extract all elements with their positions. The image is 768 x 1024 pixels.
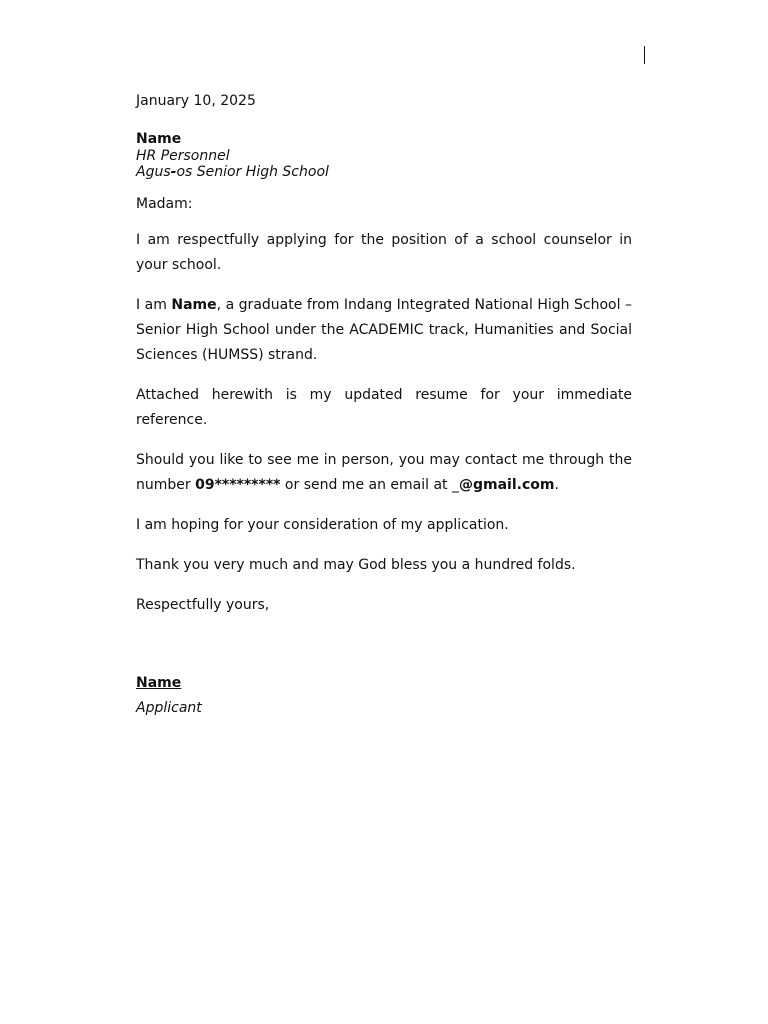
recipient-school-part1: Agus xyxy=(136,164,171,180)
contact-middle: or send me an email at _ xyxy=(280,476,459,493)
salutation: Madam: xyxy=(136,195,193,212)
intro-rest: , a graduate from Indang Integrated National High School – Senior High School under the ACADEMIC track, Humanities and Social Sciences (HUMSS) strand. xyxy=(136,296,633,363)
paragraph-contact xyxy=(136,448,632,498)
intro-name: Name xyxy=(171,296,217,313)
paragraph-hope: I am hoping for your consideration of my application. xyxy=(136,516,509,533)
signature-role: Applicant xyxy=(136,699,202,716)
contact-suffix: . xyxy=(554,476,559,493)
intro-prefix: I am xyxy=(136,296,172,313)
recipient-school-dash: - xyxy=(170,164,177,180)
paragraph-thanks: Thank you very much and may God bless you a hundred folds. xyxy=(136,556,576,573)
paragraph-attachment: Attached herewith is my updated resume for your immediate reference. xyxy=(136,386,632,428)
recipient-block xyxy=(136,131,632,181)
contact-prefix: Should you like to see me in person, you may contact me through the number xyxy=(136,451,632,493)
contact-phone: 09********* xyxy=(195,476,281,493)
signature-name: Name xyxy=(136,674,182,691)
recipient-school-part2: os Senior High School xyxy=(176,164,329,180)
closing: Respectfully yours, xyxy=(136,596,270,613)
recipient-name: Name xyxy=(136,131,182,147)
contact-email: @gmail.com xyxy=(459,476,555,493)
text-cursor xyxy=(644,46,645,64)
letter-date: January 10, 2025 xyxy=(136,93,256,109)
recipient-title: HR Personnel xyxy=(136,147,230,164)
paragraph-application: I am respectfully applying for the position of a school counselor in your school. xyxy=(136,231,632,273)
letter-body xyxy=(136,92,632,721)
paragraph-introduction xyxy=(136,293,632,368)
recipient-school xyxy=(136,164,632,181)
